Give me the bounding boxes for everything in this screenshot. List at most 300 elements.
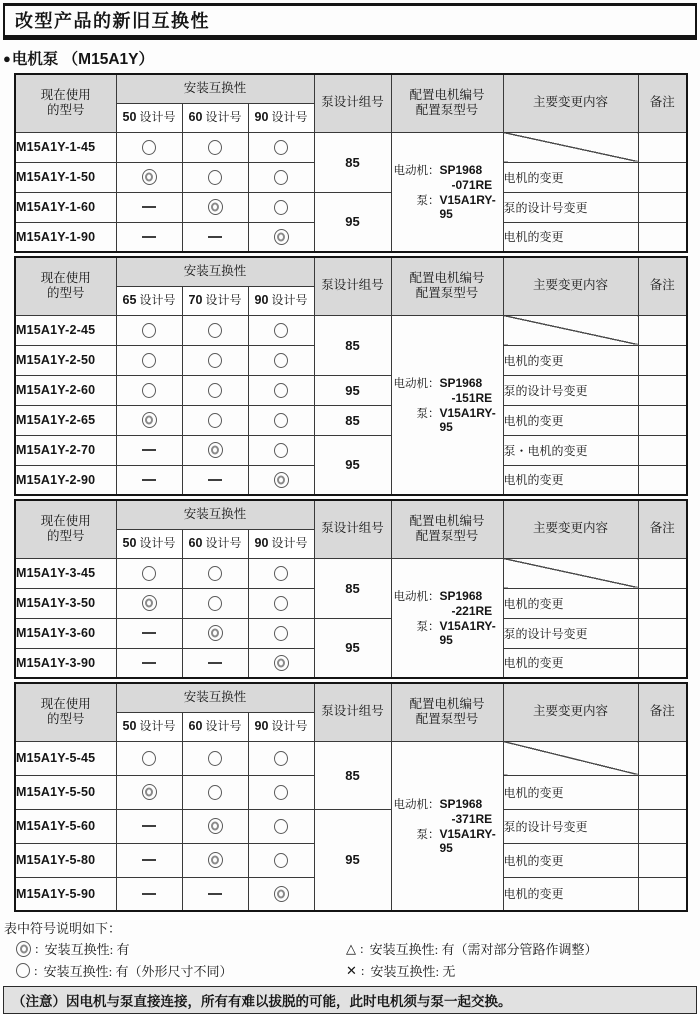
legend-separator: : [360, 940, 364, 956]
mark-cell [248, 162, 314, 192]
table-row [15, 618, 687, 648]
legend-separator: : [34, 962, 38, 978]
mark-cell [182, 375, 248, 405]
pump-group-cell: 95 [314, 435, 391, 495]
model-header-line1: 现在使用 [40, 87, 91, 102]
model-cell: M15A1Y-1-50 [15, 162, 116, 192]
pump-design-group-header: 泵设计组号 [314, 74, 391, 132]
pump-model: V15A1RY-95 [439, 619, 496, 648]
circle-mark-icon [208, 413, 222, 428]
double-circle-mark-icon [274, 229, 289, 245]
config-header-line1: 配置电机编号 [409, 87, 485, 102]
main-changes-header: 主要变更内容 [503, 683, 638, 741]
legend-text: 安装互换性: 有（外形尺寸不同） [43, 964, 233, 979]
double-circle-mark-icon [208, 442, 223, 458]
mark-cell [182, 192, 248, 222]
main-changes-header: 主要变更内容 [503, 257, 638, 315]
motor-config-cell [391, 315, 503, 495]
design-number: 70 [188, 292, 203, 307]
mark-cell [182, 588, 248, 618]
dash-mark-icon [142, 449, 156, 451]
compat-table-4 [14, 682, 688, 912]
table-row [15, 375, 687, 405]
circle-mark-icon [208, 170, 222, 185]
circle-mark-icon [142, 383, 156, 398]
circle-mark-icon [274, 596, 288, 611]
design-number: 50 [122, 109, 137, 124]
design-number: 90 [254, 718, 269, 733]
pump-line [392, 192, 503, 221]
motor-number: SP1968 [439, 376, 483, 391]
remarks-header: 备注 [638, 257, 687, 315]
config-header [391, 257, 503, 315]
circle-mark-icon [16, 963, 30, 978]
design-number: 60 [188, 109, 203, 124]
design-suffix: 设计号 [268, 292, 308, 307]
mark-cell [248, 345, 314, 375]
mark-cell [116, 162, 182, 192]
config-header [391, 74, 503, 132]
change-cell: 电机的变更 [503, 648, 638, 678]
motor-label: 电动机： [393, 378, 440, 391]
model-cell: M15A1Y-2-70 [15, 435, 116, 465]
circle-mark-icon [142, 140, 156, 155]
change-cell [503, 558, 638, 588]
remarks-header: 备注 [638, 500, 687, 558]
model-cell: M15A1Y-2-45 [15, 315, 116, 345]
mark-cell [182, 405, 248, 435]
design-suffix: 设计号 [136, 535, 176, 550]
double-circle-mark-icon [142, 412, 157, 428]
mark-cell [182, 345, 248, 375]
legend-grid [16, 939, 700, 980]
change-cell: 泵・电机的变更 [503, 435, 638, 465]
remark-cell [638, 558, 687, 588]
mark-cell [182, 558, 248, 588]
circle-mark-icon [142, 751, 156, 766]
dash-mark-icon [142, 825, 156, 827]
config-header [391, 683, 503, 741]
dash-mark-icon [208, 893, 222, 895]
pump-label: 泵： [416, 195, 440, 208]
change-cell: 电机的变更 [503, 775, 638, 809]
table-body [15, 741, 687, 911]
change-cell: 电机的变更 [503, 405, 638, 435]
design-number-header [248, 529, 314, 558]
mark-cell [116, 435, 182, 465]
config-header-line2: 配置泵型号 [415, 286, 479, 301]
motor-line [392, 162, 503, 178]
motor-number: SP1968 [439, 589, 483, 604]
mark-cell [116, 618, 182, 648]
symbol-legend [4, 918, 700, 980]
section-heading [3, 47, 700, 69]
change-cell [503, 132, 638, 162]
legend-intro: 表中符号说明如下： [4, 921, 122, 936]
mark-cell [248, 375, 314, 405]
mark-cell [248, 588, 314, 618]
remarks-header: 备注 [638, 74, 687, 132]
double-circle-mark-icon [208, 852, 223, 868]
mark-cell [248, 132, 314, 162]
mark-cell [182, 877, 248, 911]
design-suffix: 设计号 [202, 535, 242, 550]
design-suffix: 设计号 [136, 718, 176, 733]
pump-line [392, 826, 503, 855]
circle-mark-icon [274, 566, 288, 581]
main-changes-header: 主要变更内容 [503, 74, 638, 132]
design-number: 90 [254, 109, 269, 124]
legend-item [346, 961, 700, 980]
pump-model: V15A1RY-95 [439, 827, 496, 856]
main-changes-header: 主要变更内容 [503, 500, 638, 558]
design-number: 60 [188, 718, 203, 733]
change-cell: 电机的变更 [503, 222, 638, 252]
table-header [15, 74, 687, 132]
mark-cell [182, 843, 248, 877]
compatibility-tables [14, 73, 686, 912]
pump-design-group-header: 泵设计组号 [314, 683, 391, 741]
model-header-line1: 现在使用 [40, 270, 91, 285]
mark-cell [182, 741, 248, 775]
mark-cell [116, 741, 182, 775]
design-suffix: 设计号 [202, 292, 242, 307]
circle-mark-icon [274, 170, 288, 185]
remark-cell [638, 741, 687, 775]
remark-cell [638, 315, 687, 345]
bullet-icon: ● [3, 50, 11, 66]
install-compat-header: 安装互换性 [116, 683, 314, 712]
legend-item [346, 939, 700, 958]
design-number-header [182, 529, 248, 558]
motor-label: 电动机： [393, 165, 440, 178]
motor-config-cell [391, 741, 503, 911]
mark-cell [116, 588, 182, 618]
install-compat-header: 安装互换性 [116, 500, 314, 529]
config-header-line1: 配置电机编号 [409, 270, 485, 285]
mark-icon: △ [346, 940, 356, 956]
table-header [15, 500, 687, 558]
circle-mark-icon [142, 323, 156, 338]
mark-cell [248, 877, 314, 911]
motor-number: SP1968 [439, 163, 483, 178]
circle-mark-icon [208, 140, 222, 155]
dash-mark-icon [142, 662, 156, 664]
pump-label: 泵： [416, 829, 440, 842]
pump-line [392, 618, 503, 647]
design-number-header [116, 529, 182, 558]
model-cell: M15A1Y-3-60 [15, 618, 116, 648]
design-number-header [248, 712, 314, 741]
circle-mark-icon [142, 353, 156, 368]
change-cell [503, 741, 638, 775]
pump-label: 泵： [416, 621, 440, 634]
motor-line [392, 375, 503, 391]
table-header [15, 683, 687, 741]
design-number: 90 [254, 292, 269, 307]
model-cell: M15A1Y-1-45 [15, 132, 116, 162]
change-cell: 泵的设计号变更 [503, 375, 638, 405]
remark-cell [638, 877, 687, 911]
config-header-line1: 配置电机编号 [409, 696, 485, 711]
compat-table-1 [14, 73, 688, 253]
design-suffix: 设计号 [268, 535, 308, 550]
legend-separator: : [360, 962, 365, 978]
design-number: 65 [122, 292, 137, 307]
dash-mark-icon [142, 632, 156, 634]
mark-cell [116, 375, 182, 405]
model-cell: M15A1Y-2-60 [15, 375, 116, 405]
motor-line [392, 588, 503, 604]
config-header-line1: 配置电机编号 [409, 513, 485, 528]
model-column-header [15, 257, 116, 315]
model-header-line1: 现在使用 [40, 696, 91, 711]
header-row-1 [15, 74, 687, 103]
legend-text: 安装互换性: 有（需对部分管路作调整） [369, 942, 598, 957]
double-circle-mark-icon [208, 625, 223, 641]
motor-number: SP1968 [439, 797, 483, 812]
design-suffix: 设计号 [202, 718, 242, 733]
circle-mark-icon [274, 785, 288, 800]
mark-cell [248, 775, 314, 809]
double-circle-mark-icon [142, 784, 157, 800]
legend-text: 安装互换性: 有 [44, 942, 130, 957]
model-cell: M15A1Y-5-60 [15, 809, 116, 843]
pump-group-cell: 85 [314, 315, 391, 375]
pump-model: V15A1RY-95 [439, 193, 496, 222]
model-column-header [15, 500, 116, 558]
model-cell: M15A1Y-1-60 [15, 192, 116, 222]
pump-group-cell: 85 [314, 558, 391, 618]
circle-mark-icon [274, 626, 288, 641]
mark-cell [116, 809, 182, 843]
model-header-line2: 的型号 [46, 103, 85, 118]
design-suffix: 设计号 [268, 718, 308, 733]
mark-cell [116, 775, 182, 809]
change-cell: 电机的变更 [503, 345, 638, 375]
change-cell [503, 315, 638, 345]
design-number: 50 [122, 535, 137, 550]
design-suffix: 设计号 [268, 109, 308, 124]
remark-cell [638, 775, 687, 809]
mark-cell [248, 315, 314, 345]
remark-cell [638, 162, 687, 192]
mark-cell [182, 618, 248, 648]
mark-cell [116, 222, 182, 252]
design-number-header [182, 286, 248, 315]
model-cell: M15A1Y-2-90 [15, 465, 116, 495]
double-circle-mark-icon [208, 818, 223, 834]
mark-cell [248, 843, 314, 877]
design-number-header [182, 712, 248, 741]
model-cell: M15A1Y-2-65 [15, 405, 116, 435]
mark-icon: ✕ [346, 962, 357, 978]
mark-cell [182, 132, 248, 162]
mark-cell [182, 435, 248, 465]
model-cell: M15A1Y-1-90 [15, 222, 116, 252]
header-row-1 [15, 257, 687, 286]
mark-cell [248, 618, 314, 648]
mark-cell [116, 405, 182, 435]
double-circle-mark-icon [142, 595, 157, 611]
mark-cell [116, 315, 182, 345]
pump-group-cell: 95 [314, 809, 391, 911]
motor-label: 电动机： [393, 799, 440, 812]
model-column-header [15, 74, 116, 132]
double-circle-mark-icon [274, 886, 289, 902]
double-circle-mark-icon [208, 199, 223, 215]
table-row [15, 809, 687, 843]
model-cell: M15A1Y-2-50 [15, 345, 116, 375]
section-label: 电机泵 （M15A1Y） [11, 51, 154, 68]
table-body [15, 132, 687, 252]
model-header-line2: 的型号 [46, 529, 85, 544]
dash-mark-icon [142, 479, 156, 481]
motor-number-suffix: -151RE [451, 391, 493, 406]
table-row [15, 435, 687, 465]
dash-mark-icon [208, 479, 222, 481]
motor-number-suffix: -221RE [451, 604, 493, 619]
compat-table-2 [14, 256, 688, 496]
remarks-header: 备注 [638, 683, 687, 741]
double-circle-mark-icon [274, 472, 289, 488]
mark-cell [248, 558, 314, 588]
mark-cell [248, 405, 314, 435]
mark-cell [116, 345, 182, 375]
model-cell: M15A1Y-3-45 [15, 558, 116, 588]
motor-config-cell [391, 132, 503, 252]
mark-cell [116, 877, 182, 911]
circle-mark-icon [274, 443, 288, 458]
pump-group-cell: 95 [314, 192, 391, 252]
motor-line [392, 796, 503, 812]
model-column-header [15, 683, 116, 741]
mark-cell [116, 648, 182, 678]
pump-design-group-header: 泵设计组号 [314, 500, 391, 558]
mark-cell [248, 741, 314, 775]
install-compat-header: 安装互换性 [116, 74, 314, 103]
circle-mark-icon [274, 853, 288, 868]
circle-mark-icon [208, 383, 222, 398]
pump-group-cell: 95 [314, 618, 391, 678]
change-cell: 电机的变更 [503, 162, 638, 192]
mark-cell [182, 222, 248, 252]
circle-mark-icon [208, 751, 222, 766]
remark-cell [638, 192, 687, 222]
mark-cell [116, 558, 182, 588]
circle-mark-icon [274, 751, 288, 766]
circle-mark-icon [274, 200, 288, 215]
double-circle-mark-icon [142, 169, 157, 185]
install-compat-header: 安装互换性 [116, 257, 314, 286]
mark-cell [116, 843, 182, 877]
design-number: 90 [254, 535, 269, 550]
table-row [15, 315, 687, 345]
mark-cell [116, 132, 182, 162]
dash-mark-icon [208, 236, 222, 238]
mark-cell [248, 648, 314, 678]
model-cell: M15A1Y-5-50 [15, 775, 116, 809]
mark-cell [182, 465, 248, 495]
model-cell: M15A1Y-5-90 [15, 877, 116, 911]
page-title: 改型产品的新旧互换性 [3, 3, 697, 40]
compat-table-3 [14, 499, 688, 679]
pump-group-cell: 85 [314, 132, 391, 192]
change-cell: 电机的变更 [503, 588, 638, 618]
remark-cell [638, 435, 687, 465]
mark-cell [182, 315, 248, 345]
dash-mark-icon [142, 236, 156, 238]
remark-cell [638, 588, 687, 618]
config-header [391, 500, 503, 558]
remark-cell [638, 843, 687, 877]
remark-cell [638, 648, 687, 678]
mark-cell [248, 809, 314, 843]
config-header-line2: 配置泵型号 [415, 712, 479, 727]
remark-cell [638, 405, 687, 435]
model-cell: M15A1Y-5-45 [15, 741, 116, 775]
pump-group-cell: 95 [314, 375, 391, 405]
model-header-line2: 的型号 [46, 712, 85, 727]
design-number-header [116, 712, 182, 741]
legend-item [16, 961, 346, 980]
table-body [15, 558, 687, 678]
double-circle-mark-icon [16, 941, 31, 957]
mark-cell [248, 435, 314, 465]
design-number-header [182, 103, 248, 132]
dash-mark-icon [142, 893, 156, 895]
remark-cell [638, 465, 687, 495]
design-number-header [116, 103, 182, 132]
config-header-line2: 配置泵型号 [415, 529, 479, 544]
table-row [15, 558, 687, 588]
dash-mark-icon [142, 206, 156, 208]
model-cell: M15A1Y-3-50 [15, 588, 116, 618]
design-number-header [116, 286, 182, 315]
circle-mark-icon [142, 566, 156, 581]
pump-model: V15A1RY-95 [439, 406, 496, 435]
motor-config-cell [391, 558, 503, 678]
design-suffix: 设计号 [136, 292, 176, 307]
dash-mark-icon [142, 859, 156, 861]
remark-cell [638, 618, 687, 648]
mark-cell [248, 222, 314, 252]
model-cell: M15A1Y-3-90 [15, 648, 116, 678]
model-header-line1: 现在使用 [40, 513, 91, 528]
header-row-1 [15, 683, 687, 712]
design-suffix: 设计号 [136, 109, 176, 124]
change-cell: 电机的变更 [503, 465, 638, 495]
circle-mark-icon [208, 566, 222, 581]
change-cell: 电机的变更 [503, 843, 638, 877]
design-number-header [248, 286, 314, 315]
circle-mark-icon [208, 785, 222, 800]
mark-cell [182, 809, 248, 843]
circle-mark-icon [274, 323, 288, 338]
pump-line [392, 405, 503, 434]
motor-number-suffix: -371RE [451, 812, 493, 827]
table-body [15, 315, 687, 495]
model-cell: M15A1Y-5-80 [15, 843, 116, 877]
table-header [15, 257, 687, 315]
motor-number-suffix: -071RE [451, 178, 493, 193]
change-cell: 泵的设计号变更 [503, 618, 638, 648]
double-circle-mark-icon [274, 655, 289, 671]
mark-cell [182, 162, 248, 192]
change-cell: 泵的设计号变更 [503, 192, 638, 222]
pump-label: 泵： [416, 408, 440, 421]
pump-group-cell: 85 [314, 405, 391, 435]
